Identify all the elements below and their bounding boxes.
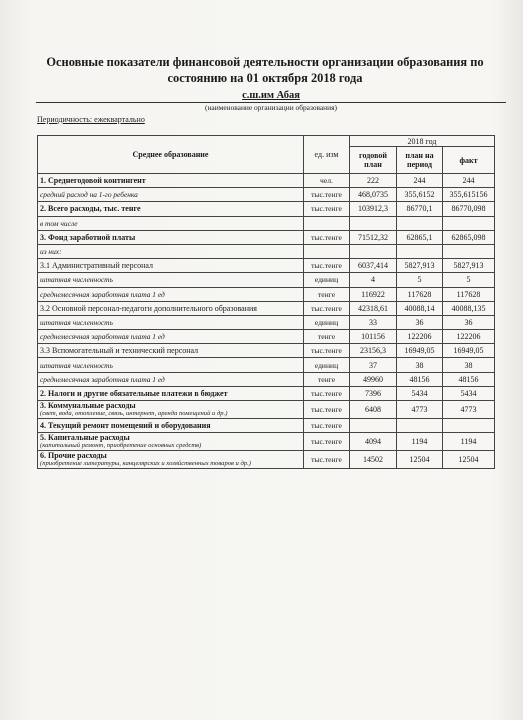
row-unit: тыс.тенге <box>304 401 350 419</box>
row-name-cell <box>38 315 304 329</box>
row-plan-year: 49960 <box>350 372 397 386</box>
row-fact: 12504 <box>443 451 495 469</box>
row-plan-year: 42318,61 <box>350 301 397 315</box>
row-unit: тенге <box>304 287 350 301</box>
row-name-cell <box>38 372 304 386</box>
row-name-cell <box>38 244 304 258</box>
row-name: из них: <box>40 247 62 257</box>
row-plan-year: 222 <box>350 174 397 188</box>
row-unit: тыс.тенге <box>304 230 350 244</box>
row-plan-period: 62865,1 <box>397 230 443 244</box>
row-fact: 38 <box>443 358 495 372</box>
row-name-cell <box>38 301 304 315</box>
header-name: Среднее образование <box>38 136 304 174</box>
row-unit: тенге <box>304 330 350 344</box>
table-body <box>38 174 495 469</box>
row-unit: тыс.тенге <box>304 202 350 216</box>
row-name: средний расход на 1-го ребенка <box>40 190 138 200</box>
table-row <box>38 358 495 372</box>
row-name-cell <box>38 259 304 273</box>
row-name-cell <box>38 401 304 419</box>
row-fact: 48156 <box>443 372 495 386</box>
row-name: 3. Коммунальные расходы <box>40 401 136 410</box>
table-row <box>38 230 495 244</box>
row-unit: тыс.тенге <box>304 188 350 202</box>
header-year: 2018 год <box>350 136 495 147</box>
row-plan-period: 38 <box>397 358 443 372</box>
row-name-cell <box>38 230 304 244</box>
row-name: 6. Прочие расходы <box>40 451 107 461</box>
row-unit: тыс.тенге <box>304 419 350 433</box>
row-unit <box>304 244 350 258</box>
row-name-cell <box>38 358 304 372</box>
row-plan-year: 6408 <box>350 401 397 419</box>
row-unit <box>304 216 350 230</box>
row-plan-period: 5434 <box>397 386 443 400</box>
table-row <box>38 216 495 230</box>
row-unit: чел. <box>304 174 350 188</box>
row-fact: 5434 <box>443 386 495 400</box>
organization-name: с.ш.им Абая <box>242 90 300 101</box>
row-name-cell <box>38 273 304 287</box>
row-unit: тыс.тенге <box>304 259 350 273</box>
row-plan-period: 355,6152 <box>397 188 443 202</box>
row-name: среднемесячная заработная плата 1 ед <box>40 374 165 384</box>
row-plan-period: 5827,913 <box>397 259 443 273</box>
row-name-cell <box>38 188 304 202</box>
row-plan-year: 23156,3 <box>350 344 397 358</box>
row-name: 2. Всего расходы, тыс. тенге <box>40 204 141 214</box>
row-fact <box>443 216 495 230</box>
table-row <box>38 273 495 287</box>
table-row <box>38 315 495 329</box>
row-plan-period: 244 <box>397 174 443 188</box>
row-name-cell <box>38 174 304 188</box>
row-plan-year: 116922 <box>350 287 397 301</box>
row-name-cell <box>38 344 304 358</box>
row-name: 4. Текущий ремонт помещений и оборудования <box>40 421 211 431</box>
organization-caption: (наименование организации образования) <box>205 103 337 112</box>
row-unit: тыс.тенге <box>304 386 350 400</box>
row-plan-year: 37 <box>350 358 397 372</box>
row-plan-period <box>397 216 443 230</box>
row-fact: 4773 <box>443 401 495 419</box>
row-plan-period: 40088,14 <box>397 301 443 315</box>
header-plan-year: годовой план <box>350 147 397 174</box>
row-plan-year: 6037,414 <box>350 259 397 273</box>
table-row <box>38 188 495 202</box>
row-plan-year <box>350 419 397 433</box>
row-unit: тыс.тенге <box>304 301 350 315</box>
header-plan-period: план на период <box>397 147 443 174</box>
row-plan-period: 122206 <box>397 330 443 344</box>
row-name-cell <box>38 287 304 301</box>
row-name: 3. Фонд заработной платы <box>40 232 136 242</box>
row-plan-period <box>397 244 443 258</box>
row-name-cell <box>38 202 304 216</box>
row-fact: 122206 <box>443 330 495 344</box>
row-name-cell <box>38 330 304 344</box>
row-plan-period: 12504 <box>397 451 443 469</box>
row-name-cell <box>38 216 304 230</box>
row-plan-year <box>350 244 397 258</box>
row-subtitle: (свет, вода, отопление, связь, интернет, аренда помещений и др.) <box>40 410 228 417</box>
table-row <box>38 386 495 400</box>
row-plan-year: 14502 <box>350 451 397 469</box>
table-row <box>38 202 495 216</box>
row-unit: единиц <box>304 358 350 372</box>
row-plan-year <box>350 216 397 230</box>
table-row <box>38 301 495 315</box>
row-name: 1. Среднегодовой контингент <box>40 176 146 186</box>
row-name: среднемесячная заработная плата 1 ед <box>40 289 165 299</box>
row-fact: 244 <box>443 174 495 188</box>
row-name: штатная численность <box>40 317 113 327</box>
row-unit: тыс.тенге <box>304 433 350 451</box>
table-row <box>38 259 495 273</box>
table-row <box>38 419 495 433</box>
row-fact: 16949,05 <box>443 344 495 358</box>
table-row <box>38 287 495 301</box>
row-plan-year: 4094 <box>350 433 397 451</box>
financial-indicators-table <box>37 135 495 469</box>
row-fact <box>443 244 495 258</box>
row-plan-period: 1194 <box>397 433 443 451</box>
row-name: штатная численность <box>40 275 113 285</box>
row-name: 3.2 Основной персонал-педагоги дополнительного образования <box>40 303 257 313</box>
row-name: 3.3 Вспомогательный и технический персонал <box>40 346 199 356</box>
row-fact: 1194 <box>443 433 495 451</box>
row-plan-period: 4773 <box>397 401 443 419</box>
row-name-cell <box>38 451 304 469</box>
row-plan-period: 48156 <box>397 372 443 386</box>
row-plan-year: 4 <box>350 273 397 287</box>
periodicity-label: Периодичность: ежеквартально <box>37 115 145 124</box>
row-unit: тыс.тенге <box>304 344 350 358</box>
row-fact: 40088,135 <box>443 301 495 315</box>
table-row <box>38 330 495 344</box>
row-fact: 62865,098 <box>443 230 495 244</box>
row-name-cell <box>38 386 304 400</box>
table-row <box>38 244 495 258</box>
row-fact: 355,615156 <box>443 188 495 202</box>
row-name-cell <box>38 419 304 433</box>
table-row <box>38 174 495 188</box>
row-plan-period: 16949,05 <box>397 344 443 358</box>
row-plan-year: 71512,32 <box>350 230 397 244</box>
row-plan-period: 86770,1 <box>397 202 443 216</box>
table-row <box>38 344 495 358</box>
row-fact: 117628 <box>443 287 495 301</box>
row-unit: единиц <box>304 315 350 329</box>
document-title: Основные показатели финансовой деятельности организации образования по состоянию на 01 октября 2018 года <box>46 55 484 85</box>
row-plan-period: 117628 <box>397 287 443 301</box>
row-name: среднемесячная заработная плата 1 ед <box>40 332 165 342</box>
header-unit: ед. изм <box>304 136 350 174</box>
row-fact: 86770,098 <box>443 202 495 216</box>
row-name-cell <box>38 433 304 451</box>
table-row <box>38 401 495 419</box>
row-plan-period: 5 <box>397 273 443 287</box>
row-plan-period: 36 <box>397 315 443 329</box>
row-name: 2. Налоги и другие обязательные платежи в бюджет <box>40 388 228 398</box>
row-fact: 5827,913 <box>443 259 495 273</box>
table-row <box>38 372 495 386</box>
row-name: 5. Капитальные расходы <box>40 433 130 443</box>
row-plan-year: 7396 <box>350 386 397 400</box>
table-row <box>38 451 495 469</box>
row-name: 3.1 Административный персонал <box>40 261 154 271</box>
header-fact: факт <box>443 147 495 174</box>
row-plan-period <box>397 419 443 433</box>
row-plan-year: 103912,3 <box>350 202 397 216</box>
row-plan-year: 101156 <box>350 330 397 344</box>
table-row <box>38 433 495 451</box>
row-unit: единиц <box>304 273 350 287</box>
row-fact <box>443 419 495 433</box>
row-fact: 36 <box>443 315 495 329</box>
row-plan-year: 33 <box>350 315 397 329</box>
row-name: штатная численность <box>40 360 113 370</box>
row-unit: тенге <box>304 372 350 386</box>
row-subtitle: (приобретение литературы, канцелярских и хозяйственных товаров и др.) <box>40 460 251 468</box>
row-name: в том числе <box>40 218 78 228</box>
blank-page-area <box>0 520 523 720</box>
row-plan-year: 468,0735 <box>350 188 397 202</box>
row-fact: 5 <box>443 273 495 287</box>
row-unit: тыс.тенге <box>304 451 350 469</box>
row-subtitle: (капитальный ремонт, приобретение основных средств) <box>40 442 202 450</box>
